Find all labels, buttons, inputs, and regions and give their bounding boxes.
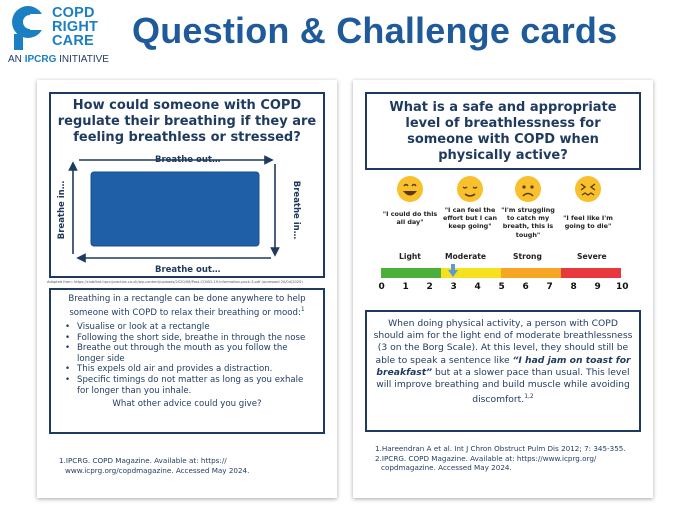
reference-line: 1.Hareendran A et al. Int J Chron Obstruct Pulm Dis 2012; 7: 345-355. <box>375 444 626 453</box>
logo-line-2: RIGHT <box>52 19 99 35</box>
quote-strong: "I'm struggling to catch my breath, this is tough" <box>501 206 555 239</box>
scale-number: 7 <box>546 282 553 292</box>
question-frame <box>365 92 641 170</box>
list-item: • Following the short side, breathe in through the nose <box>67 333 317 344</box>
example-sentence: “I had jam on toast for breakfast” <box>376 354 631 378</box>
scale-number: 0 <box>378 282 385 292</box>
scale-marker-icon <box>448 264 458 278</box>
question-card-breathlessness <box>353 80 653 498</box>
image-source: Adapted from: https://clubfirst.hpcc/practice.co.uk/wp-content/uploads/2020/06/Post-COVID-19-information-pack-3.pdf (accessed 20/04/2020) <box>47 280 303 284</box>
quote-light: "I could do this all day" <box>382 210 438 227</box>
tag-prefix: AN <box>8 54 22 65</box>
question-card-breathing <box>37 80 337 498</box>
intro-citation: 1 <box>300 305 305 313</box>
label-breathe-out-bottom: Breathe out… <box>155 265 221 275</box>
relieved-face-icon <box>455 174 485 204</box>
scale-label-severe: Severe <box>577 252 607 261</box>
label-breathe-in-left: Breathe in… <box>57 180 68 240</box>
scale-segment-severe <box>561 268 621 278</box>
scale-number: 4 <box>474 282 481 292</box>
explanation-text-1: When doing physical activity, a person with COPD should aim for the light end of moderate breathlessness (3 on the Borg Scale). At this level, they should still be able to speak a sentence like <box>373 318 633 366</box>
scale-label-moderate: Moderate <box>445 252 487 261</box>
reference-line: 1.IPCRG. COPD Magazine. Available at: https:// <box>59 456 227 465</box>
scale-number: 1 <box>402 282 409 292</box>
logo-line-1: COPD <box>52 5 95 21</box>
scale-label-strong: Strong <box>513 252 542 261</box>
grinning-face-icon <box>395 174 425 204</box>
scale-label-light: Light <box>399 252 421 261</box>
intro-body: Breathing in a rectangle can be done anywhere to help someone with COPD to relax their breathing or mood: <box>68 294 306 318</box>
tips-list <box>67 322 317 396</box>
list-item: • Specific timings do not matter as long as you exhale for longer than you inhale. <box>67 375 317 396</box>
list-item: • This expels old air and provides a distraction. <box>67 364 317 375</box>
explanation-box <box>365 310 641 432</box>
breathing-rectangle-diagram <box>65 148 285 270</box>
label-breathe-out-top: Breathe out… <box>155 155 221 165</box>
explanation-text-2: but at a slower pace than usual. This level will improve breathing and build muscle while avoiding discomfort. <box>376 366 630 406</box>
distressed-face-icon <box>573 174 603 204</box>
reference-line: copdmagazine. Accessed May 2024. <box>381 463 512 472</box>
quote-moderate: "I can feel the effort but I can keep going" <box>443 206 497 231</box>
copd-right-care-logo <box>8 4 128 66</box>
reference-line: 2.IPCRG. COPD Magazine. Available at: https://www.icprg.org/ <box>375 453 597 463</box>
label-breathe-in-right: Breathe in… <box>291 180 302 240</box>
scale-segment-light <box>381 268 441 278</box>
scale-number: 2 <box>426 282 433 292</box>
scale-number: 5 <box>498 282 505 292</box>
explanation-box <box>49 288 325 434</box>
citation: 1,2 <box>524 393 534 401</box>
logo-line-3: CARE <box>52 33 94 49</box>
list-item: • Visualise or look at a rectangle <box>67 322 317 333</box>
closing-question: What other advice could you give? <box>112 399 262 410</box>
scale-number: 10 <box>616 282 629 292</box>
list-item: • Breathe out through the mouth as you follow the longer side <box>67 343 317 364</box>
scale-number: 6 <box>522 282 529 292</box>
page-title: Question & Challenge cards <box>132 10 618 51</box>
logo-wordmark <box>52 6 98 48</box>
references <box>59 456 323 475</box>
intro-text <box>57 294 317 318</box>
references <box>375 444 639 473</box>
borg-scale-bar <box>381 268 621 278</box>
logo-mark-icon <box>8 4 48 50</box>
card-question: What is a safe and appropriate level of breathlessness for someone with COPD when physically active? <box>389 100 617 163</box>
scale-number: 9 <box>594 282 601 292</box>
tag-org: IPCRG <box>24 54 57 65</box>
worried-face-icon <box>513 174 543 204</box>
tag-suffix: INITIATIVE <box>59 54 109 65</box>
card-question: How could someone with COPD regulate their breathing if they are feeling breathless or stressed? <box>57 98 317 145</box>
reference-line: www.icprg.org/copdmagazine. Accessed May 2024. <box>65 465 250 475</box>
scale-number: 8 <box>570 282 577 292</box>
rectangle-diagram-svg <box>65 148 285 270</box>
scale-number: 3 <box>450 282 457 292</box>
logo-tagline <box>8 54 109 65</box>
breathing-rectangle <box>91 172 259 246</box>
scale-segment-strong <box>501 268 561 278</box>
quote-severe: "I feel like I'm going to die" <box>563 214 613 231</box>
